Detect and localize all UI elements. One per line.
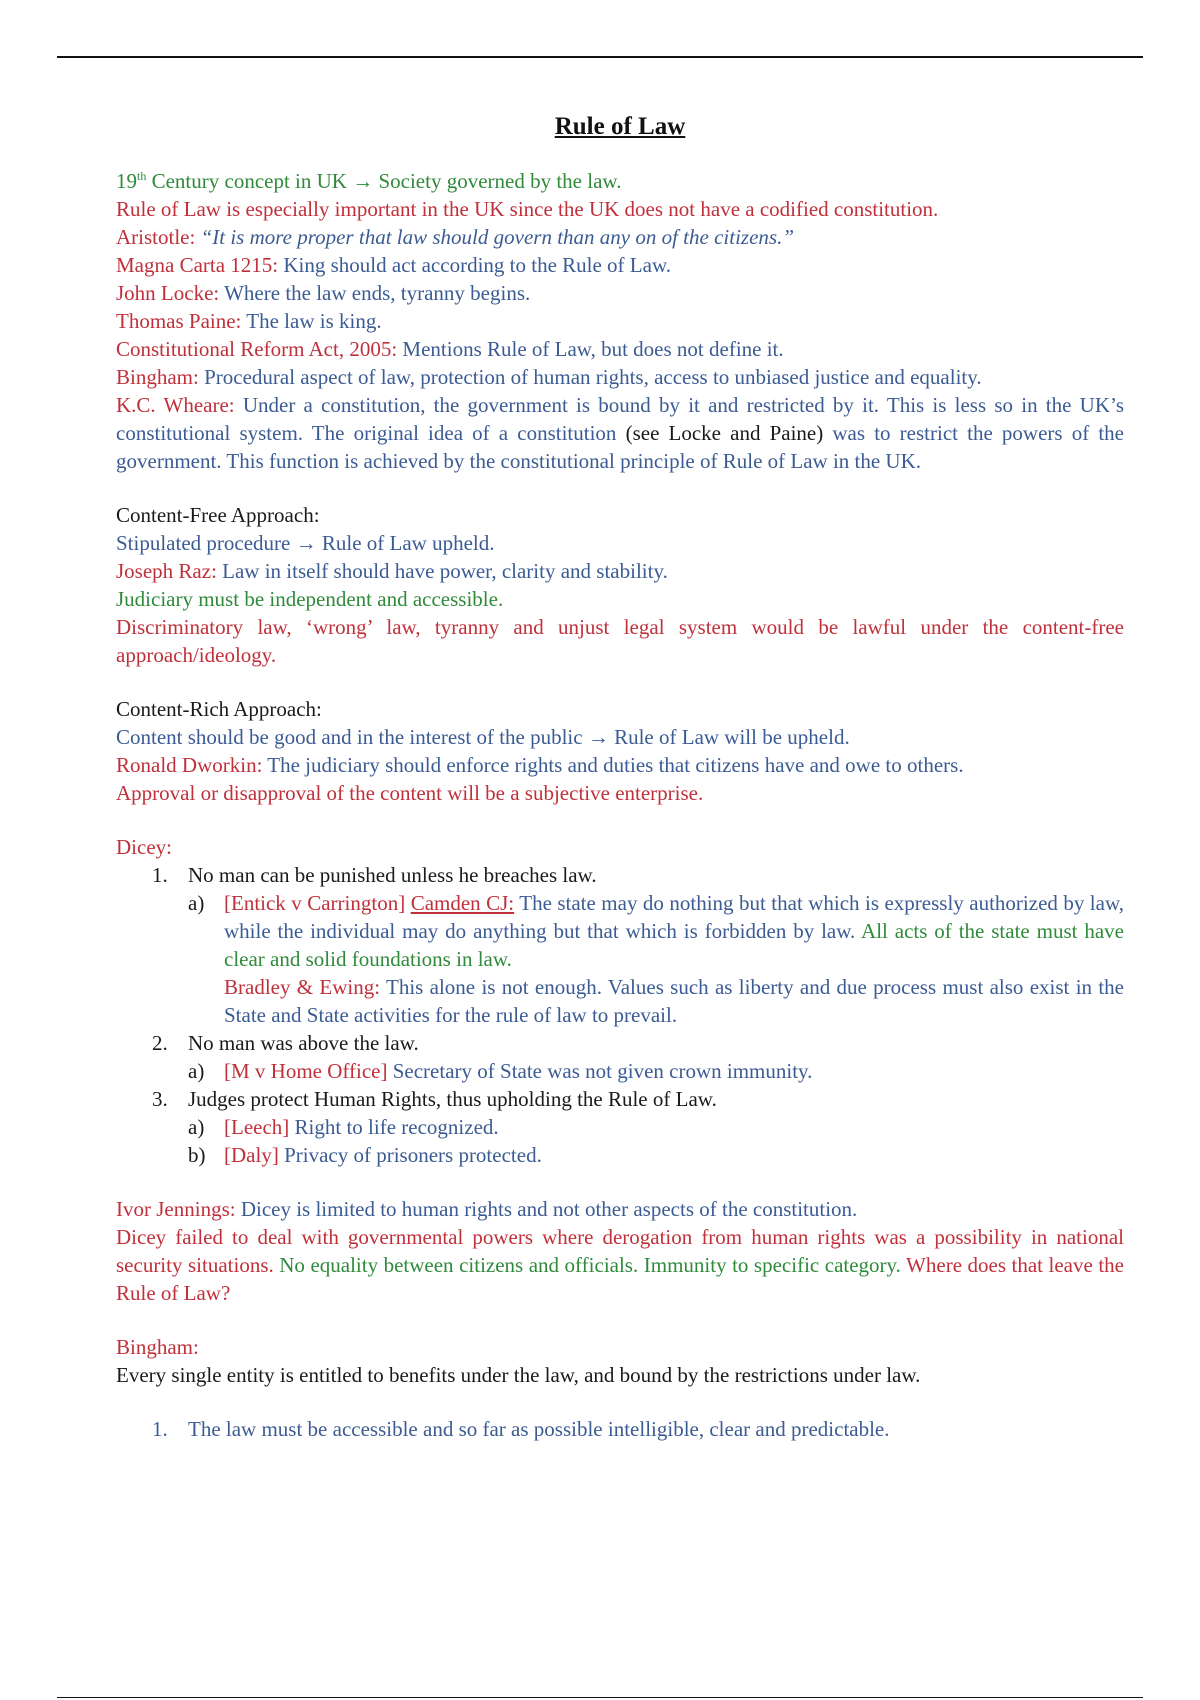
content-rich-heading: Content-Rich Approach: bbox=[116, 697, 322, 721]
locke-line: John Locke: Where the law ends, tyranny begins. bbox=[116, 281, 531, 305]
content-free-line-1: Stipulated procedure → Rule of Law upheld. bbox=[116, 531, 495, 555]
bingham-heading: Bingham: bbox=[116, 1335, 199, 1359]
dicey-item-3a: a) [Leech] Right to life recognized. bbox=[188, 1115, 499, 1139]
bingham-item-1: 1. The law must be accessible and so far as possible intelligible, clear and predictable. bbox=[152, 1417, 890, 1441]
intro-section bbox=[116, 162, 1124, 475]
raz-line: Joseph Raz: Law in itself should have power, clarity and stability. bbox=[116, 559, 668, 583]
critique-paragraph: Dicey failed to deal with governmental powers where derogation from human rights was a possibility in national security situations. No equality between citizens and officials. Immunity to specific category. Where does that leave the Rule of Law? bbox=[116, 1225, 1124, 1305]
dicey-item-1: 1. No man can be punished unless he breaches law. bbox=[152, 863, 597, 887]
content-free-line-4: Discriminatory law, ‘wrong’ law, tyranny and unjust legal system would be lawful under the content-free approach/ideology. bbox=[116, 615, 1124, 667]
wheare-paragraph: K.C. Wheare: Under a constitution, the government is bound by it and restricted by it. This is less so in the UK’s constitutional system. The original idea of a constitution (see Locke and Paine) was to restrict the powers of the government. This function is achieved by the constitutional principle of Rule of Law in the UK. bbox=[116, 393, 1124, 473]
dicey-item-3: 3. Judges protect Human Rights, thus upholding the Rule of Law. bbox=[152, 1087, 717, 1111]
dicey-item-2a: a) [M v Home Office] Secretary of State was not given crown immunity. bbox=[188, 1059, 813, 1083]
page-title: Rule of Law bbox=[554, 113, 686, 140]
content-free-heading: Content-Free Approach: bbox=[116, 503, 320, 527]
content-rich-line-1: Content should be good and in the interest of the public → Rule of Law will be upheld. bbox=[116, 725, 850, 749]
dicey-item-1a: a) [Entick v Carrington] Camden CJ: The state may do nothing but that which is expressly authorized by law, while the individual may do anything but that which is forbidden by law. All acts of the state must have clear and solid foundations in law. Bradley & Ewing: This alone is not enough. Values such as liberty and due process must also exist in the State and State activities for the rule of law to prevail. bbox=[188, 891, 1125, 1027]
magna-carta-line: Magna Carta 1215: King should act according to the Rule of Law. bbox=[116, 253, 671, 277]
content-rich-line-3: Approval or disapproval of the content will be a subjective enterprise. bbox=[116, 781, 704, 805]
aristotle-line: Aristotle: “It is more proper that law should govern than any on of the citizens.” bbox=[116, 225, 795, 249]
intro-line-2: Rule of Law is especially important in the UK since the UK does not have a codified constitution. bbox=[116, 197, 939, 221]
jennings-line: Ivor Jennings: Dicey is limited to human rights and not other aspects of the constitution. bbox=[116, 1197, 858, 1221]
dicey-heading: Dicey: bbox=[116, 835, 172, 859]
bingham-section bbox=[116, 1333, 1124, 1443]
paine-line: Thomas Paine: The law is king. bbox=[116, 309, 382, 333]
document-body bbox=[116, 112, 1124, 1443]
dicey-item-3b: b) [Daly] Privacy of prisoners protected. bbox=[188, 1143, 542, 1167]
content-rich-section bbox=[116, 695, 1124, 807]
bingham-intro-line: Bingham: Procedural aspect of law, protection of human rights, access to unbiased justice and equality. bbox=[116, 365, 982, 389]
bingham-line-1: Every single entity is entitled to benefits under the law, and bound by the restrictions under law. bbox=[116, 1363, 921, 1387]
content-free-line-3: Judiciary must be independent and accessible. bbox=[116, 587, 504, 611]
top-rule bbox=[57, 56, 1143, 58]
content-free-section bbox=[116, 501, 1124, 669]
dworkin-line: Ronald Dworkin: The judiciary should enforce rights and duties that citizens have and owe to others. bbox=[116, 753, 964, 777]
intro-line-1: 19th Century concept in UK → Society governed by the law. bbox=[116, 169, 622, 193]
bottom-rule bbox=[57, 1697, 1143, 1698]
critique-section bbox=[116, 1195, 1124, 1307]
dicey-section bbox=[116, 833, 1124, 1169]
dicey-item-2: 2. No man was above the law. bbox=[152, 1031, 419, 1055]
cra-line: Constitutional Reform Act, 2005: Mentions Rule of Law, but does not define it. bbox=[116, 337, 784, 361]
